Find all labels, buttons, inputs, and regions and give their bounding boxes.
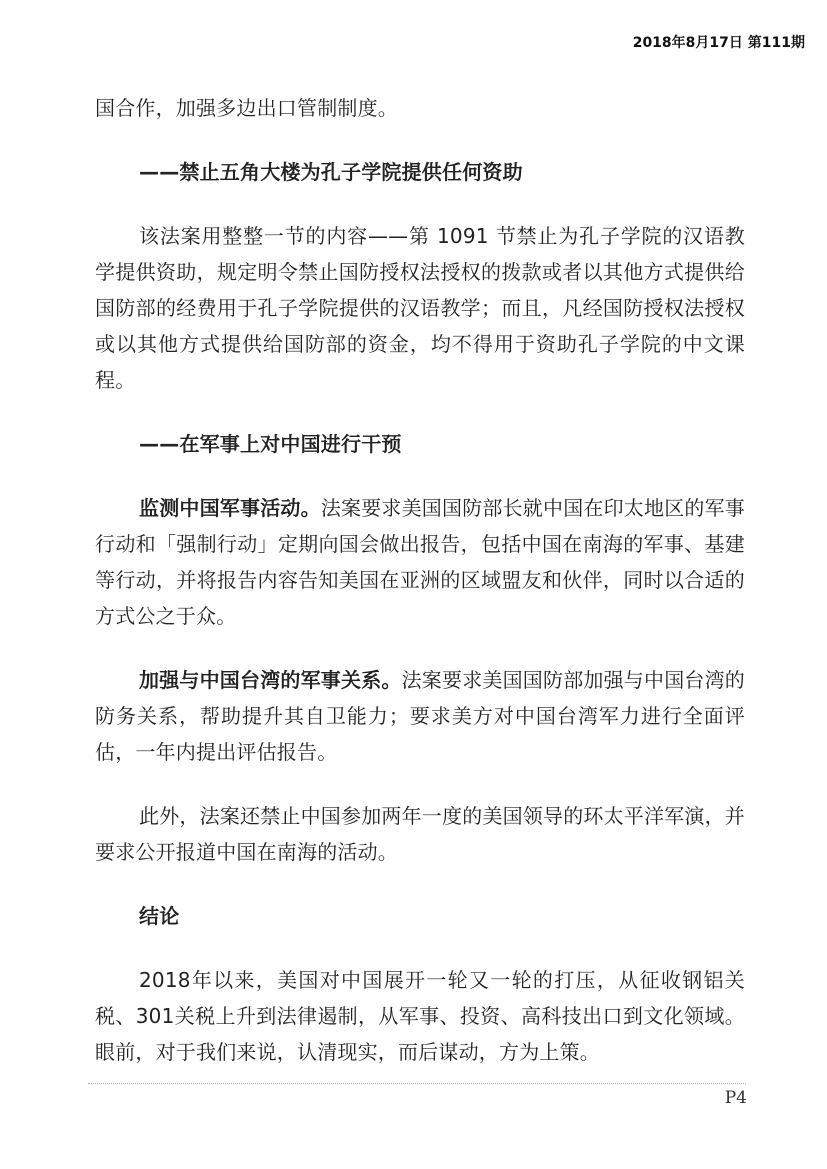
footer-divider xyxy=(88,1083,746,1084)
paragraph-taiwan-relations xyxy=(95,662,745,770)
lead-phrase: 监测中国军事活动。 xyxy=(139,496,321,520)
paragraph-text: 法案要求美国国防部长就中国在印太地区的军事行动和「强制行动」定期向国会做出报告，包括中国在南海的军事、基建等行动，并将报告内容告知美国在亚洲的区域盟友和伙伴，同时以合适的方式公之于众。 xyxy=(95,496,746,628)
section-heading-confucius-institute: ——禁止五角大楼为孔子学院提供任何资助 xyxy=(139,160,523,184)
paragraph-conclusion: 2018年以来，美国对中国展开一轮又一轮的打压，从征收钢铝关税、301关税上升到法律遏制，从军事、投资、高科技出口到文化领域。眼前，对于我们来说，认清现实，而后谋动，方为上策。 xyxy=(95,968,745,1064)
page-number: P4 xyxy=(724,1088,747,1108)
lead-phrase: 加强与中国台湾的军事关系。 xyxy=(139,668,402,692)
paragraph-rimpac: 此外，法案还禁止中国参加两年一度的美国领导的环太平洋军演，并要求公开报道中国在南海的活动。 xyxy=(95,804,745,864)
section-heading-military-intervention: ——在军事上对中国进行干预 xyxy=(139,432,402,456)
article-body xyxy=(95,90,745,1070)
paragraph-continuation: 国合作，加强多边出口管制制度。 xyxy=(95,96,398,120)
issue-date-header: 2018年8月17日 第111期 xyxy=(632,35,805,51)
section-heading-conclusion: 结论 xyxy=(139,904,180,928)
paragraph-monitor-military xyxy=(95,490,745,634)
paragraph-section-1091: 该法案用整整一节的内容——第 1091 节禁止为孔子学院的汉语教学提供资助，规定明令禁止国防授权法授权的拨款或者以其他方式提供给国防部的经费用于孔子学院提供的汉语教学；而且，凡经国防授权法授权或以其他方式提供给国防部的资金，均不得用于资助孔子学院的中文课程。 xyxy=(95,224,745,392)
paragraph-text: 法案要求美国国防部加强与中国台湾的防务关系，帮助提升其自卫能力；要求美方对中国台湾军力进行全面评估，一年内提出评估报告。 xyxy=(95,668,746,764)
